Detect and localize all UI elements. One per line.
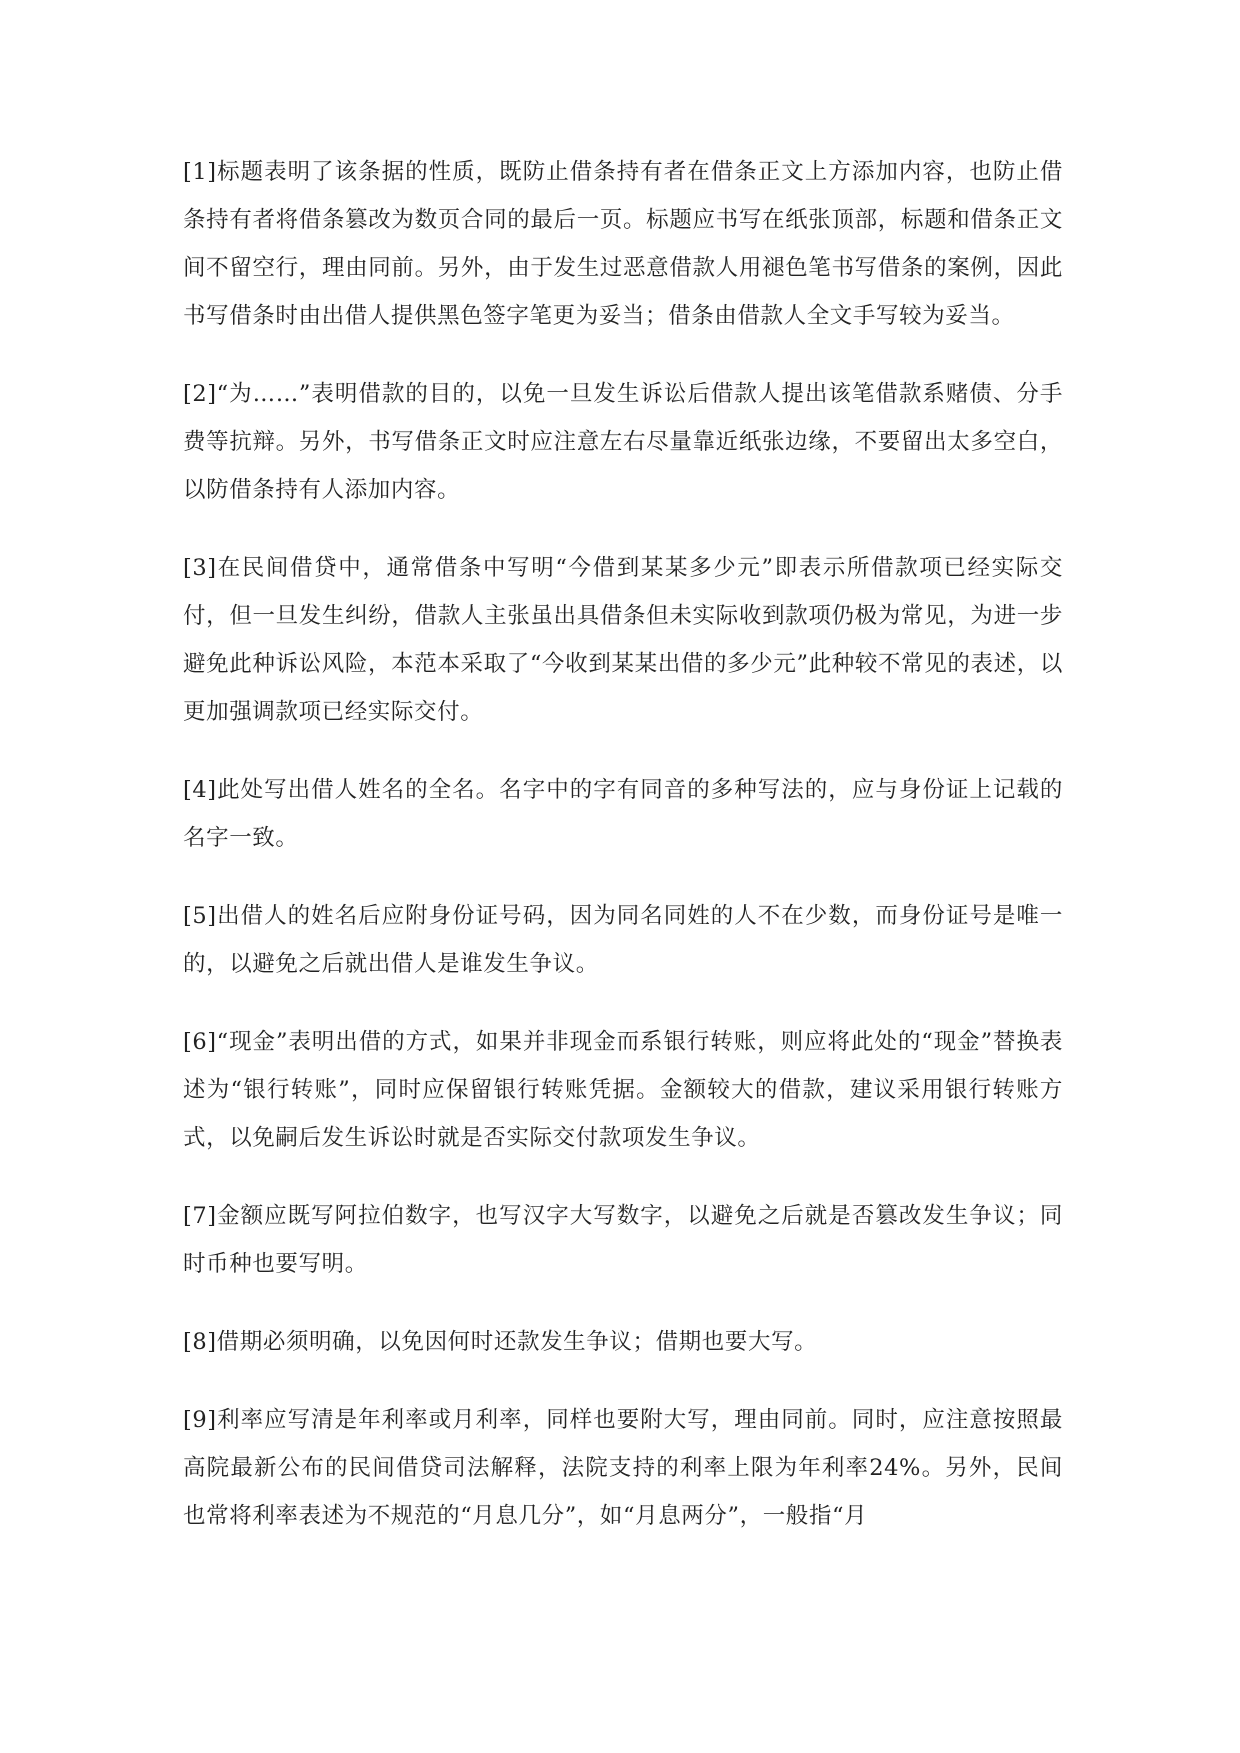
- note-6: [6]“现金”表明出借的方式，如果并非现金而系银行转账，则应将此处的“现金”替换表述为“银行转账”，同时应保留银行转账凭据。金额较大的借款，建议采用银行转账方式，以免嗣后发生诉讼时就是否实际交付款项发生争议。: [183, 1029, 1063, 1151]
- note-7: [7]金额应既写阿拉伯数字，也写汉字大写数字，以避免之后就是否篡改发生争议；同时币种也要写明。: [183, 1203, 1063, 1277]
- document-body: [183, 148, 1063, 1540]
- note-2: [2]“为……”表明借款的目的，以免一旦发生诉讼后借款人提出该笔借款系赌债、分手费等抗辩。另外，书写借条正文时应注意左右尽量靠近纸张边缘，不要留出太多空白，以防借条持有人添加内容。: [183, 381, 1063, 503]
- note-1: [1]标题表明了该条据的性质，既防止借条持有者在借条正文上方添加内容，也防止借条持有者将借条篡改为数页合同的最后一页。标题应书写在纸张顶部，标题和借条正文间不留空行，理由同前。另外，由于发生过恶意借款人用褪色笔书写借条的案例，因此书写借条时由出借人提供黑色签字笔更为妥当；借条由借款人全文手写较为妥当。: [183, 159, 1063, 329]
- note-9: [9]利率应写清是年利率或月利率，同样也要附大写，理由同前。同时，应注意按照最高院最新公布的民间借贷司法解释，法院支持的利率上限为年利率24%。另外，民间也常将利率表述为不规范的“月息几分”，如“月息两分”，一般指“月: [183, 1407, 1063, 1529]
- note-3: [3]在民间借贷中，通常借条中写明“今借到某某多少元”即表示所借款项已经实际交付，但一旦发生纠纷，借款人主张虽出具借条但未实际收到款项仍极为常见，为进一步避免此种诉讼风险，本范本采取了“今收到某某出借的多少元”此种较不常见的表述，以更加强调款项已经实际交付。: [183, 555, 1063, 725]
- note-8: [8]借期必须明确，以免因何时还款发生争议；借期也要大写。: [183, 1329, 818, 1355]
- note-5: [5]出借人的姓名后应附身份证号码，因为同名同姓的人不在少数，而身份证号是唯一的，以避免之后就出借人是谁发生争议。: [183, 903, 1063, 977]
- note-4: [4]此处写出借人姓名的全名。名字中的字有同音的多种写法的，应与身份证上记载的名字一致。: [183, 777, 1063, 851]
